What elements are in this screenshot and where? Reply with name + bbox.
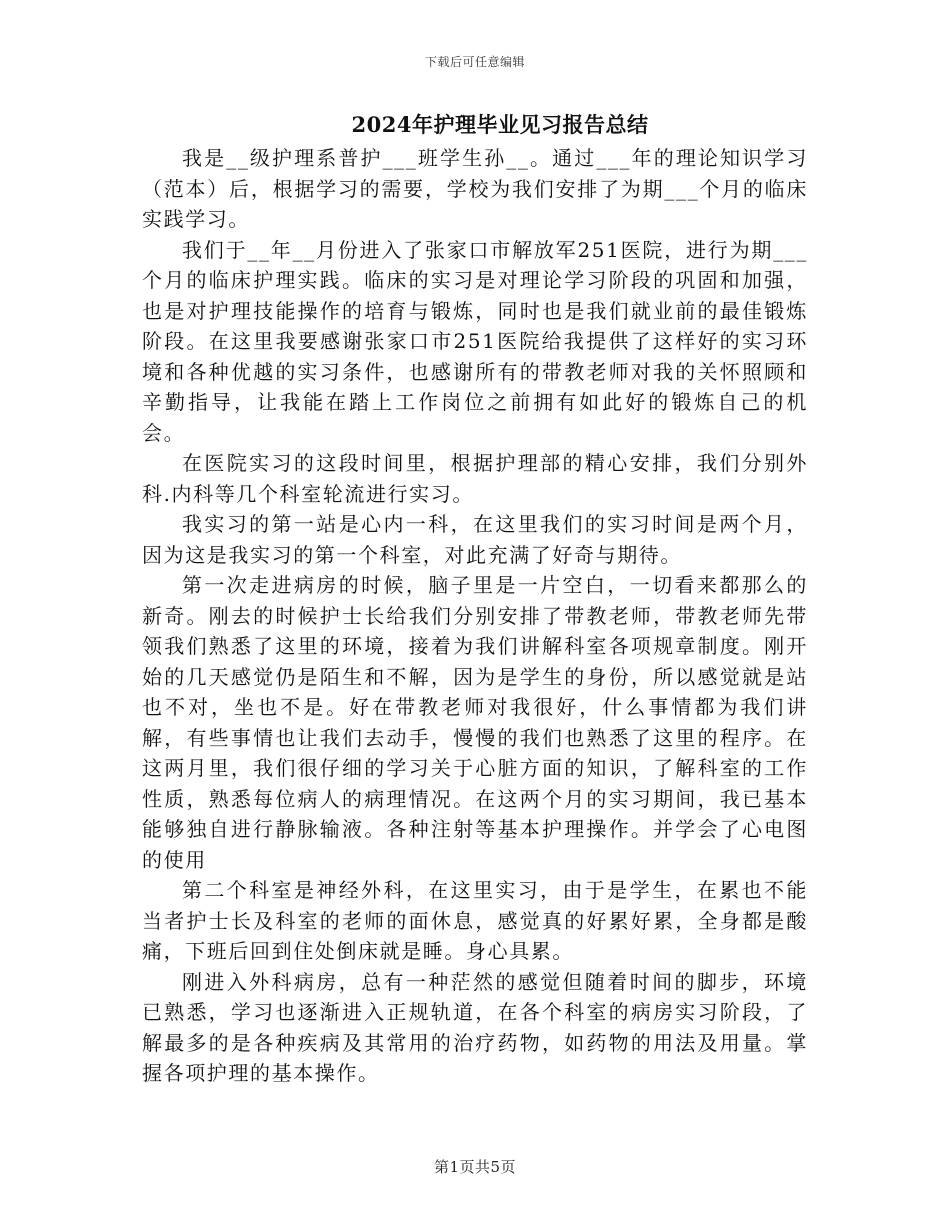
page-number-footer: 第1页共5页	[433, 1158, 517, 1176]
paragraph-6: 第二个科室是神经外科，在这里实习，由于是学生，在累也不能当者护士长及科室的老师的面休息，感觉真的好累好累，全身都是酸痛，下班后回到住处倒床就是睡。身心具累。	[142, 878, 808, 963]
paragraph-2: 我们于__年__月份进入了张家口市解放军251医院，进行为期___个月的临床护理实践。临床的实习是对理论学习阶段的巩固和加强，也是对护理技能操作的培育与锻炼，同时也是我们就业前的最佳锻炼阶段。在这里我要感谢张家口市251医院给我提供了这样好的实习环境和各种优越的实习条件，也感谢所有的带教老师对我的关怀照顾和辛勤指导，让我能在踏上工作岗位之前拥有如此好的锻炼自己的机会。	[142, 237, 808, 445]
paragraph-3: 在医院实习的这段时间里，根据护理部的精心安排，我们分别外科.内科等几个科室轮流进行实习。	[142, 451, 808, 506]
paragraph-5: 第一次走进病房的时候，脑子里是一片空白，一切看来都那么的新奇。刚去的时候护士长给我们分别安排了带教老师，带教老师先带领我们熟悉了这里的环境，接着为我们讲解科室各项规章制度。刚开始的几天感觉仍是陌生和不解，因为是学生的身份，所以感觉就是站也不对，坐也不是。好在带教老师对我很好，什么事情都为我们讲解，有些事情也让我们去动手，慢慢的我们也熟悉了这里的程序。在这两月里，我们很仔细的学习关于心脏方面的知识，了解科室的工作性质，熟悉每位病人的病理情况。在这两个月的实习期间，我已基本能够独自进行静脉输液。各种注射等基本护理操作。并学会了心电图的使用	[142, 573, 808, 872]
document-title: 2024年护理毕业见习报告总结	[351, 112, 649, 137]
paragraph-7: 刚进入外科病房，总有一种茫然的感觉但随着时间的脚步，环境已熟悉，学习也逐渐进入正规轨道，在各个科室的病房实习阶段，了解最多的是各种疾病及其常用的治疗药物，如药物的用法及用量。掌握各项护理的基本操作。	[142, 969, 808, 1085]
paragraph-1: 我是__级护理系普护___班学生孙__。通过___年的理论知识学习（范本）后，根据学习的需要，学校为我们安排了为期___个月的临床实践学习。	[142, 146, 808, 231]
document-body	[142, 143, 808, 1089]
header-note: 下载后可任意编辑	[424, 55, 525, 69]
paragraph-4: 我实习的第一站是心内一科，在这里我们的实习时间是两个月，因为这是我实习的第一个科室，对此充满了好奇与期待。	[142, 512, 808, 567]
